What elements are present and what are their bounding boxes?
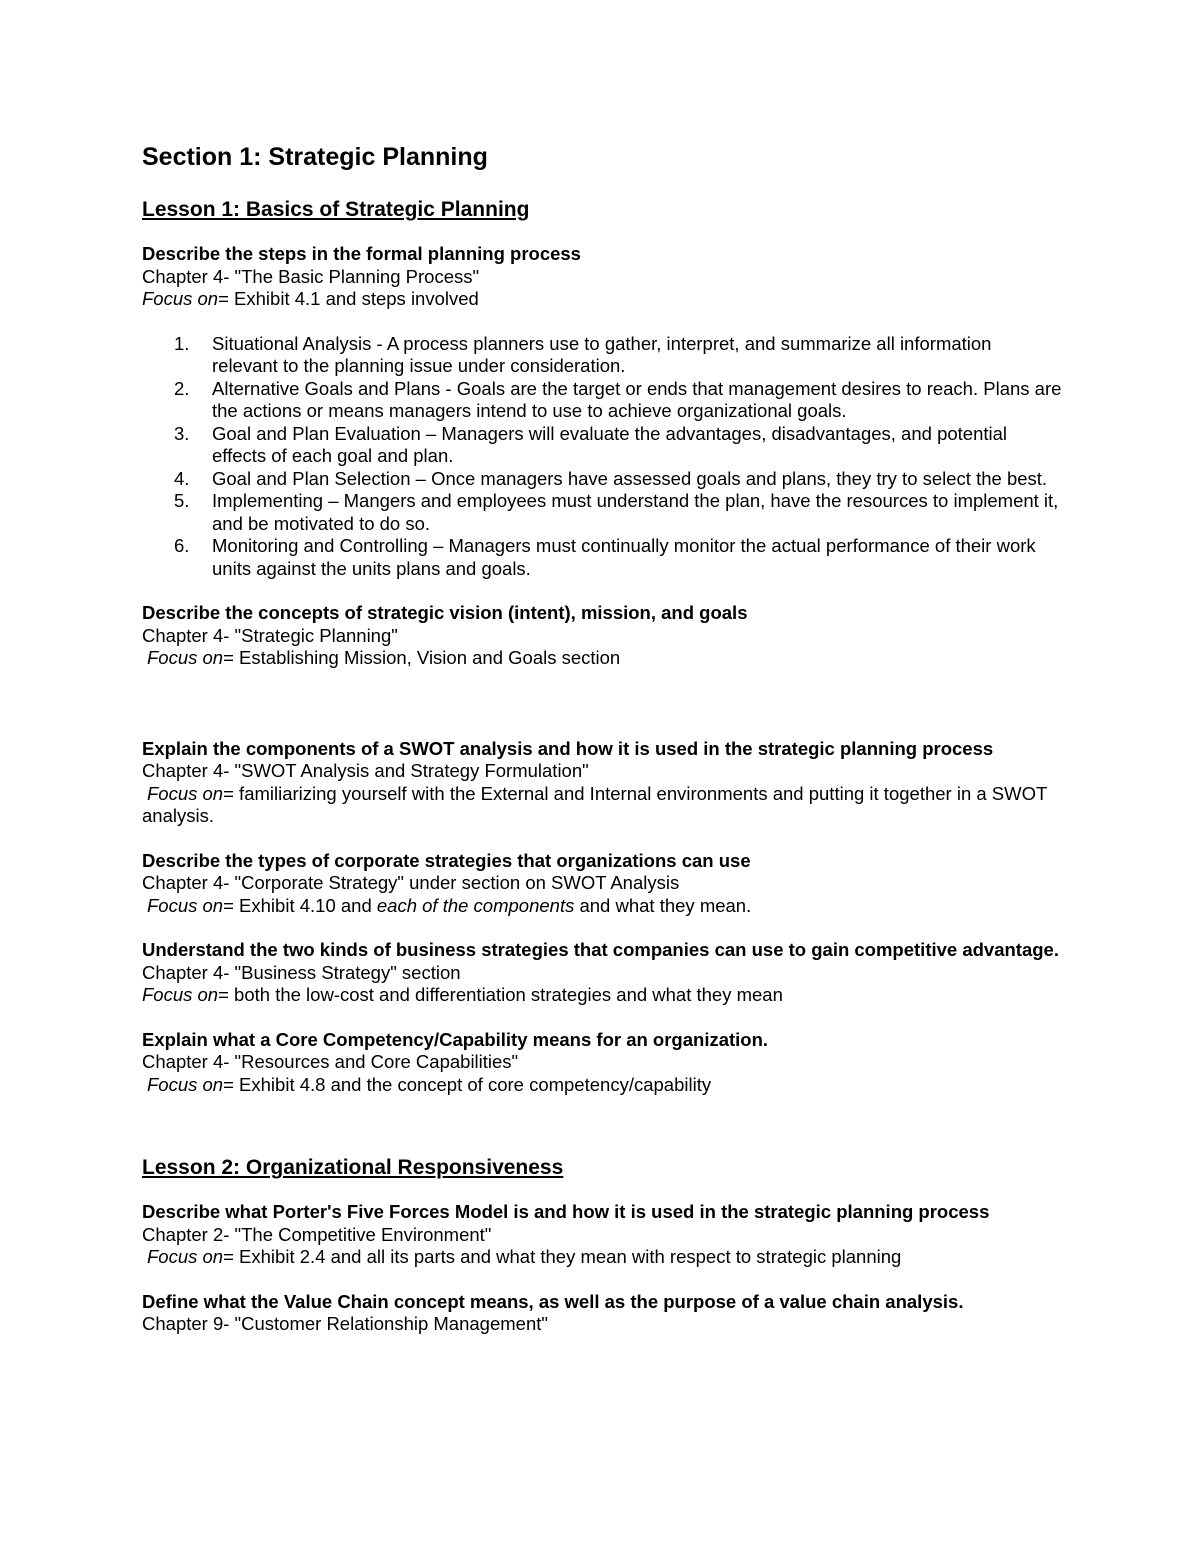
list-text: Goal and Plan Evaluation – Managers will evaluate the advantages, disadvantages, and potential effects of each goal and plan. <box>212 422 1008 466</box>
list-number: 5. <box>174 490 190 511</box>
focus-text: = both the low-cost and differentiation strategies and what they mean <box>218 984 783 1005</box>
list-text: Implementing – Mangers and employees must understand the plan, have the resources to implement it, and be motivated to do so. <box>212 490 1059 534</box>
topic-core-competency <box>142 1029 1062 1097</box>
chapter-reference: Chapter 4- "Business Strategy" section <box>142 961 461 983</box>
list-text: Alternative Goals and Plans - Goals are the target or ends that management desires to reach. Plans are the actions or means managers intend to use to achieve organizational goals. <box>212 377 1062 421</box>
list-item <box>142 468 1062 491</box>
list-item <box>142 378 1062 423</box>
focus-label: Focus on <box>147 1073 224 1095</box>
focus-line <box>142 984 1062 1007</box>
chapter-reference: Chapter 4- "The Basic Planning Process" <box>142 265 480 287</box>
topic-heading: Understand the two kinds of business strategies that companies can use to gain competitive advantage. <box>142 939 1059 960</box>
list-number: 6. <box>174 535 190 556</box>
topic-heading: Explain what a Core Competency/Capability means for an organization. <box>142 1028 769 1050</box>
focus-text: = Exhibit 4.10 and <box>223 894 377 916</box>
planning-steps-list <box>142 333 1062 581</box>
list-number: 2. <box>174 377 190 399</box>
focus-label: Focus on <box>147 647 224 668</box>
spacer <box>142 828 1062 850</box>
topic-heading: Describe the concepts of strategic vision (intent), mission, and goals <box>142 602 748 623</box>
spacer <box>142 1007 1062 1029</box>
topic-value-chain <box>142 1291 1062 1336</box>
topic-business-strategies <box>142 939 1062 1007</box>
list-number: 3. <box>174 422 190 444</box>
lesson-2-title: Lesson 2: Organizational Responsiveness <box>142 1156 564 1179</box>
list-number: 4. <box>174 467 190 489</box>
focus-label: Focus on <box>142 984 219 1005</box>
chapter-reference: Chapter 4- "Resources and Core Capabilities" <box>142 1051 519 1072</box>
list-item <box>142 535 1062 580</box>
topic-heading: Explain the components of a SWOT analysis and how it is used in the strategic planning process <box>142 737 994 759</box>
chapter-reference: Chapter 4- "SWOT Analysis and Strategy Formulation" <box>142 760 589 781</box>
focus-label: Focus on <box>147 1246 224 1267</box>
spacer <box>142 917 1062 939</box>
focus-text: = Exhibit 4.1 and steps involved <box>218 288 479 309</box>
spacer <box>142 670 1062 738</box>
list-text: Monitoring and Controlling – Managers must continually monitor the actual performance of their work units against the units plans and goals. <box>212 535 1036 579</box>
list-item <box>142 423 1062 468</box>
chapter-reference: Chapter 4- "Strategic Planning" <box>142 624 398 646</box>
topic-heading: Define what the Value Chain concept means, as well as the purpose of a value chain analysis. <box>142 1290 964 1312</box>
list-text: Situational Analysis - A process planners use to gather, interpret, and summarize all information relevant to the planning issue under consideration. <box>212 332 992 376</box>
section-title: Section 1: Strategic Planning <box>142 143 488 171</box>
focus-text: = Establishing Mission, Vision and Goals section <box>223 647 621 668</box>
topic-heading: Describe the steps in the formal planning process <box>142 243 581 264</box>
topic-corporate-strategies <box>142 850 1062 918</box>
focus-emphasis: each of the components <box>376 894 575 916</box>
focus-label: Focus on <box>147 894 224 916</box>
focus-line <box>142 895 1062 918</box>
list-item <box>142 490 1062 535</box>
list-text: Goal and Plan Selection – Once managers have assessed goals and plans, they try to select the best. <box>212 467 1048 489</box>
document-page <box>142 140 1062 1336</box>
topic-heading: Describe what Porter's Five Forces Model is and how it is used in the strategic planning process <box>142 1201 990 1222</box>
focus-text-end: and what they mean. <box>574 894 752 916</box>
topic-porters-five-forces <box>142 1201 1062 1269</box>
focus-text: = Exhibit 4.8 and the concept of core competency/capability <box>223 1073 712 1095</box>
spacer <box>142 1096 1062 1154</box>
topic-swot-analysis <box>142 738 1062 828</box>
topic-heading: Describe the types of corporate strategies that organizations can use <box>142 849 751 871</box>
chapter-reference: Chapter 2- "The Competitive Environment" <box>142 1223 492 1245</box>
chapter-reference: Chapter 4- "Corporate Strategy" under section on SWOT Analysis <box>142 872 680 893</box>
focus-label: Focus on <box>142 288 219 309</box>
topic-planning-process <box>142 243 1062 580</box>
focus-line <box>142 647 1062 670</box>
focus-line <box>142 288 1062 311</box>
lesson-1-title: Lesson 1: Basics of Strategic Planning <box>142 198 530 221</box>
focus-line <box>142 783 1062 828</box>
focus-line <box>142 1074 1062 1097</box>
focus-text: = familiarizing yourself with the External and Internal environments and putting it together in a SWOT analysis. <box>142 782 1047 826</box>
chapter-reference: Chapter 9- "Customer Relationship Management" <box>142 1313 548 1334</box>
focus-label: Focus on <box>147 782 224 804</box>
topic-vision-mission-goals <box>142 602 1062 670</box>
list-item <box>142 333 1062 378</box>
spacer <box>142 1269 1062 1291</box>
list-number: 1. <box>174 332 190 354</box>
focus-text: = Exhibit 2.4 and all its parts and what they mean with respect to strategic planning <box>223 1246 902 1267</box>
focus-line <box>142 1246 1062 1269</box>
